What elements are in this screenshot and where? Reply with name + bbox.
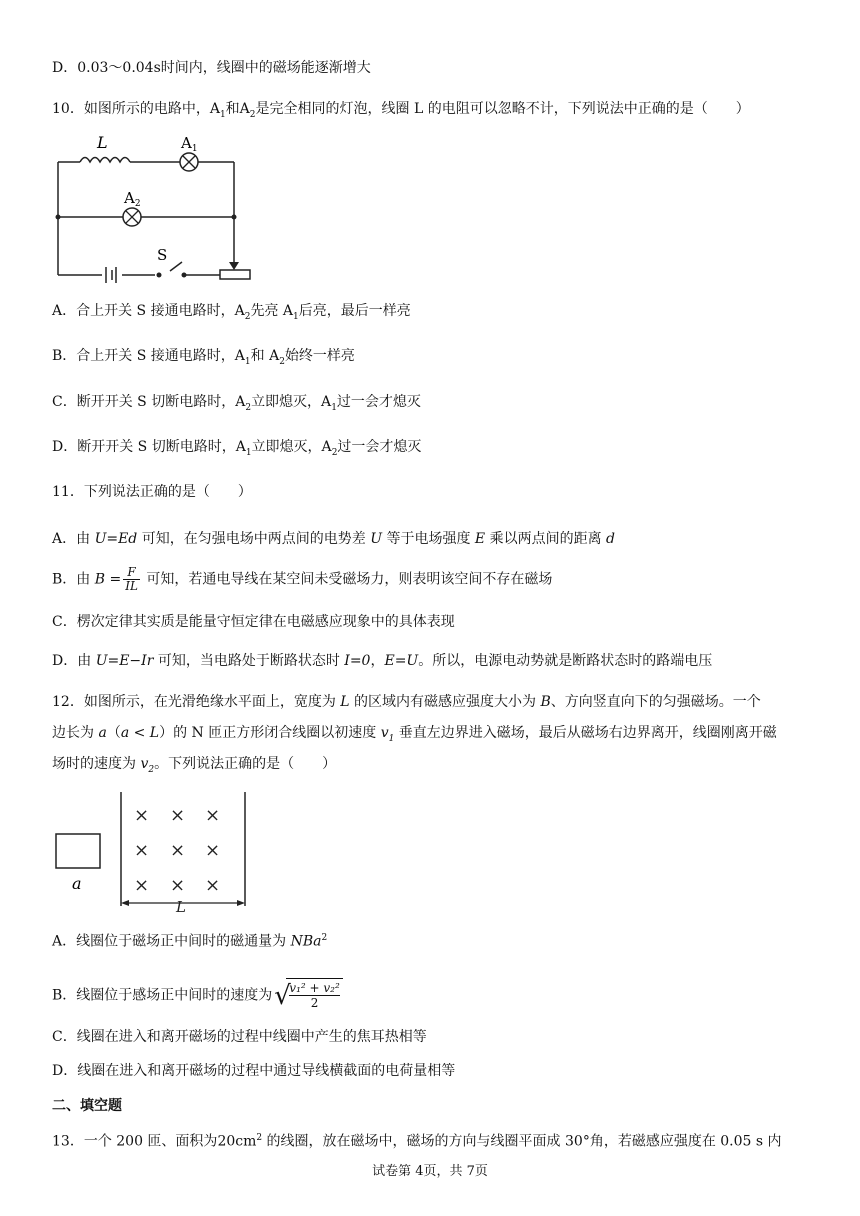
q12-option-d: D．线圈在进入和离开磁场的过程中通过导线横截面的电荷量相等: [52, 1063, 456, 1079]
coil-label: L: [97, 133, 108, 152]
q10-option-c: C．断开开关 S 切断电路时，$A_2$立即熄灭，$A_1$过一会才熄灭: [52, 394, 421, 413]
q11-stem: 11．下列说法正确的是（ ）: [52, 484, 252, 500]
q12-field-diagram: [52, 790, 262, 915]
svg-text:×: ×: [170, 840, 186, 861]
sqrt-expression: √ $\frac{\text{v₁² + v₂²}}{2}$: [274, 978, 342, 1013]
coil-side-label: a: [72, 874, 82, 893]
svg-text:×: ×: [205, 840, 221, 861]
q10-option-b: B．合上开关 S 接通电路时，$A_1$和 $A_2$始终一样亮: [52, 348, 355, 367]
q10-stem: 10．如图所示的电路中，$A_1$和$A_2$是完全相同的灯泡，线圈 L 的电阻可以忽略不计，下列说法中正确的是（ ）: [52, 101, 750, 120]
svg-text:×: ×: [170, 875, 186, 896]
lamp-a2-label: $A_2$: [124, 189, 141, 209]
q12-option-c: C．线圈在进入和离开磁场的过程中线圈中产生的焦耳热相等: [52, 1029, 427, 1045]
q12-option-b: B．线圈位于感场正中间时的速度为 √ $\frac{\text{v₁² + v₂²}}{2}$: [52, 978, 343, 1013]
q12-stem-line3: 场时的速度为 $v_2$。下列说法正确的是（ ）: [52, 756, 337, 775]
field-width-label: L: [176, 898, 186, 915]
lamp-a2-icon: [123, 208, 141, 226]
q10-option-d: D．断开开关 S 切断电路时，$A_1$立即熄灭，$A_2$过一会才熄灭: [52, 439, 422, 458]
q9-option-d: D．0.03～0.04s时间内，线圈中的磁场能逐渐增大: [52, 60, 371, 76]
q12-option-a: A．线圈位于磁场正中间时的磁通量为 NBa$^2$: [52, 933, 328, 950]
q12-stem-line1: 12．如图所示，在光滑绝缘水平面上，宽度为 L 的区域内有磁感应强度大小为 B、方向竖直向下的匀强磁场。一个: [52, 694, 761, 710]
svg-text:×: ×: [134, 840, 150, 861]
svg-text:×: ×: [134, 875, 150, 896]
lamp-a1-label: $A_1$: [181, 134, 198, 154]
q10-option-a: A．合上开关 S 接通电路时，$A_2$先亮 $A_1$后亮，最后一样亮: [52, 303, 411, 322]
q11-option-d: D．由 U=E−Ir 可知，当电路处于断路状态时 I=0，E=U。所以，电源电动势就是断路状态时的路端电压: [52, 653, 713, 669]
switch-label: S: [157, 246, 168, 264]
force-fraction: $\frac{F}{IL}$: [125, 565, 138, 593]
square-coil: [56, 834, 100, 868]
q12-stem-line2: 边长为 a（a < L）的 N 匝正方形闭合线圈以初速度 $v_1$ 垂直左边界进入磁场，最后从磁场右边界离开，线圈刚离开磁: [52, 725, 777, 744]
page-footer: 试卷第 4页，共 7页: [372, 1164, 488, 1179]
q11-option-a: A．由 U=Ed 可知，在匀强电场中两点间的电势差 U 等于电场强度 E 乘以两点间的距离 d: [52, 531, 616, 547]
svg-text:×: ×: [170, 805, 186, 826]
svg-text:×: ×: [205, 875, 221, 896]
field-crosses: [134, 805, 220, 896]
q11-option-b: B．由 B = $\frac{F}{IL}$ 可知，若通电导线在某空间未受磁场力，则表明该空间不存在磁场: [52, 565, 553, 593]
svg-text:×: ×: [205, 805, 221, 826]
section-heading: 二、填空题: [52, 1098, 122, 1114]
q13-stem: 13．一个 200 匝、面积为$20cm^2$ 的线圈，放在磁场中，磁场的方向与线圈平面成 30°角，若磁感应强度在 0.05 s 内: [52, 1133, 782, 1150]
q11-option-c: C．楞次定律其实质是能量守恒定律在电磁感应现象中的具体表现: [52, 614, 455, 630]
lamp-a1-icon: [180, 153, 198, 171]
q10-circuit-diagram: [52, 128, 262, 288]
svg-text:×: ×: [134, 805, 150, 826]
